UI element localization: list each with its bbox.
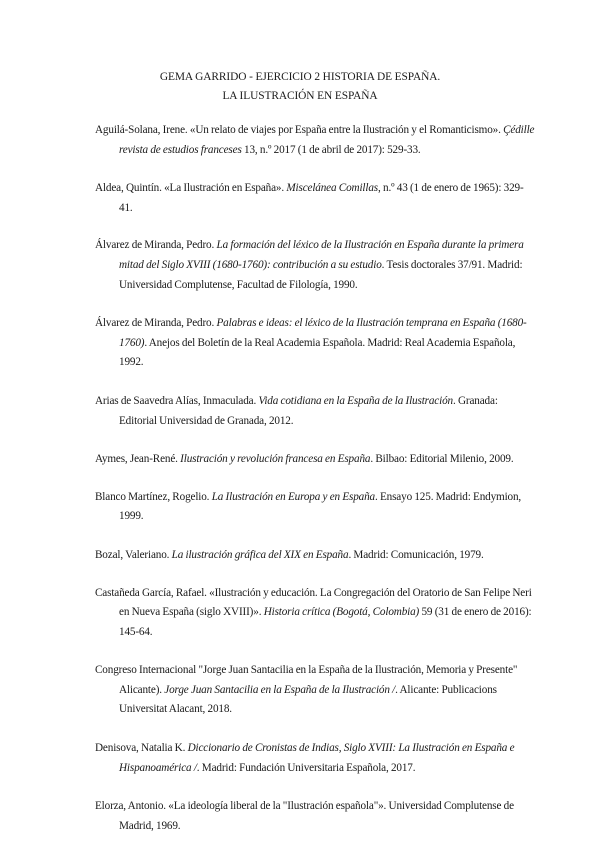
bibliography-entry (95, 179, 535, 218)
entry-text: Denisova, Natalia K. (95, 742, 188, 755)
entry-details: . Bilbao: Editorial Milenio, 2009. (370, 453, 514, 466)
document-title-line-1: GEMA GARRIDO - EJERCICIO 2 HISTORIA DE ESPAÑA. (159, 71, 441, 83)
bibliography-list (95, 121, 535, 836)
entry-title: Palabras e ideas: el léxico de la Ilustración temprana en España (1680-1760) (119, 317, 527, 349)
entry-title: Çédille revista de estudios franceses (119, 124, 535, 156)
entry-text: Blanco Martínez, Rogelio. (95, 490, 212, 503)
entry-title: Vida cotidiana en la España de la Ilustración (258, 394, 453, 407)
bibliography-entry (95, 450, 535, 470)
bibliography-entry (95, 236, 535, 295)
entry-details: . Granada: Editorial Universidad de Granada, 2012. (119, 394, 498, 427)
entry-details: . Tesis doctorales 37/91. Madrid: Universidad Complutense, Facultad de Filología, 1990. (119, 258, 523, 291)
entry-text: Castañeda García, Rafael. «Ilustración y educación. La Congregación del Oratorio de San Felipe Neri en Nueva España (siglo XVIII)». (95, 586, 532, 619)
entry-text: Aldea, Quintín. «La Ilustración en España». (95, 182, 287, 195)
bibliography-entry (95, 546, 535, 566)
entry-title: La Ilustración en Europa y en España (211, 490, 375, 503)
entry-text: Álvarez de Miranda, Pedro. (95, 239, 217, 252)
entry-details: . Alicante: Publicacions Universitat Alacant, 2018. (119, 683, 497, 716)
entry-details: . Madrid: Comunicación, 1979. (348, 548, 484, 561)
bibliography-entry (95, 661, 535, 720)
bibliography-entry (95, 488, 535, 527)
entry-title: Historia crítica (Bogotá, Colombia) (263, 606, 420, 619)
entry-text: Aymes, Jean-René. (95, 453, 181, 466)
entry-title: Jorge Juan Santacilia en la España de la Ilustración / (164, 683, 396, 696)
entry-details: . Anejos del Boletín de la Real Academia Española. Madrid: Real Academia Española, 1992. (119, 336, 516, 369)
entry-text: Congreso Internacional "Jorge Juan Santacilia en la España de la Ilustración, Memoria y Presente" Alicante). (95, 664, 518, 696)
entry-title: Diccionario de Cronistas de Indias, Siglo XVIII: La Ilustración en España e Hispanoamérica / (119, 742, 515, 774)
bibliography-entry (95, 392, 535, 431)
bibliography-entry (95, 121, 535, 160)
bibliography-entry (95, 739, 535, 778)
bibliography-entry (95, 797, 535, 836)
entry-title: La ilustración gráfica del XIX en España (171, 548, 349, 561)
entry-details: . Madrid: Fundación Universitaria Española, 2017. (196, 761, 416, 774)
entry-title: Miscelánea Comillas (286, 182, 378, 195)
document-title-line-2: LA ILUSTRACIÓN EN ESPAÑA (222, 90, 378, 102)
entry-text: Álvarez de Miranda, Pedro. (95, 317, 217, 330)
entry-title: Ilustración y revolución francesa en España (180, 453, 371, 466)
entry-details: 13, n.º 2017 (1 de abril de 2017): 529-33. (241, 143, 421, 156)
entry-text: Aguilá-Solana, Irene. «Un relato de viajes por España entre la Ilustración y el Romanticismo». (95, 124, 504, 136)
entry-details: . Ensayo 125. Madrid: Endymion, 1999. (119, 490, 522, 523)
entry-title: La formación del léxico de la Ilustración en España durante la primera mitad del Siglo XVIII (1680-1760): contribución a su estudio (119, 239, 524, 271)
bibliography-entry (95, 314, 535, 373)
entry-text: Elorza, Antonio. «La ideología liberal de la "Ilustración española"». Universidad Complutense de Madrid, 1969. (95, 800, 514, 832)
entry-details: 59 (31 de enero de 2016): 145-64. (119, 606, 532, 638)
entry-text: Arias de Saavedra Alías, Inmaculada. (95, 394, 259, 407)
entry-text: Bozal, Valeriano. (95, 548, 172, 561)
bibliography-entry (95, 584, 535, 643)
entry-details: , n.º 43 (1 de enero de 1965): 329-41. (119, 182, 524, 214)
